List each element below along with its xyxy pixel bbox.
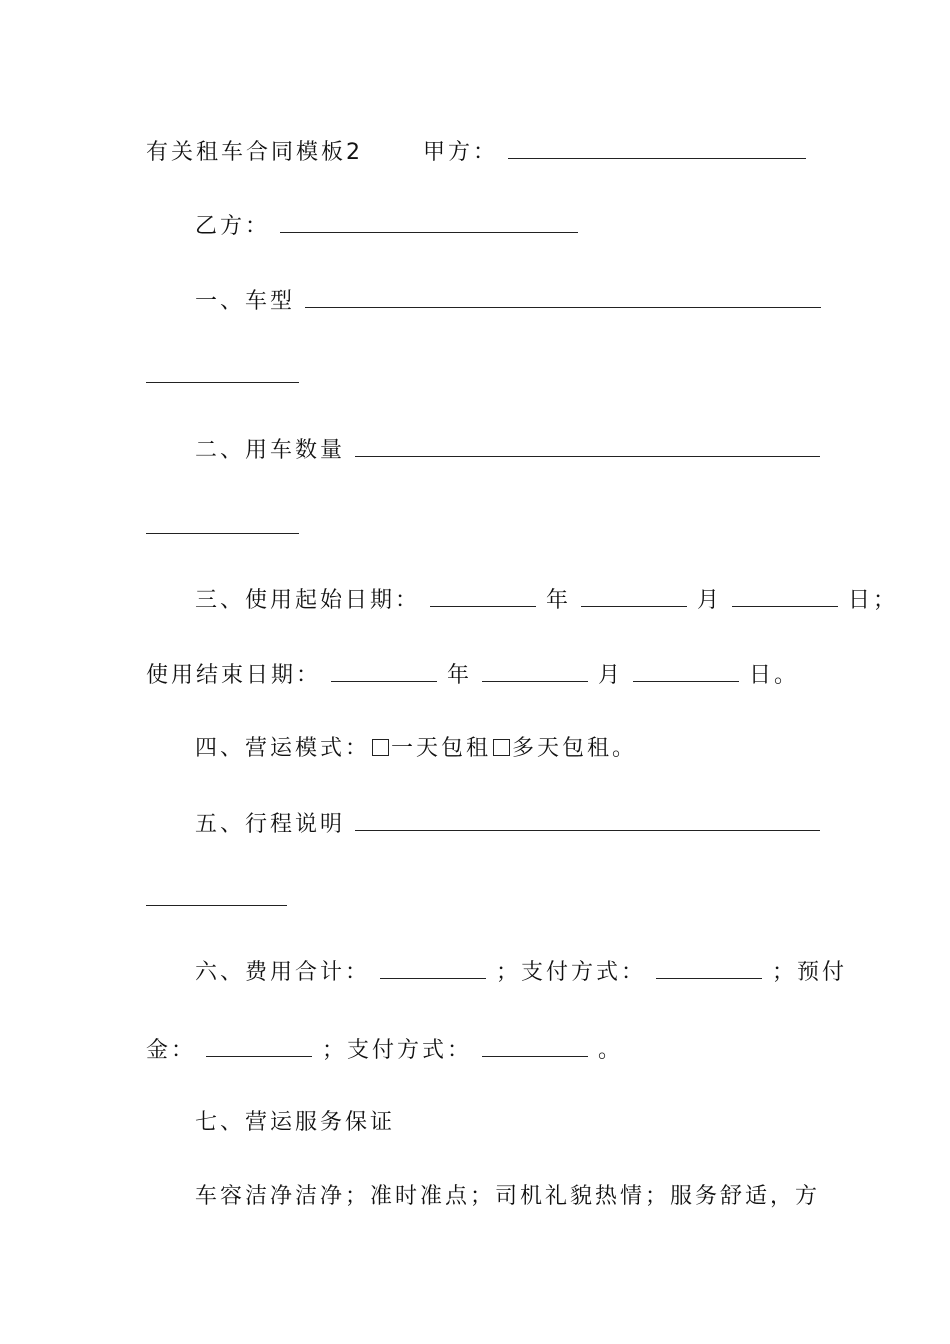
section-4-label: 四、营运模式： — [195, 736, 371, 761]
checkbox-one-day[interactable] — [372, 739, 389, 756]
end-month-blank — [482, 661, 588, 682]
end-date-label: 使用结束日期： — [146, 663, 322, 688]
section-6 — [195, 958, 847, 987]
end-year-label: 年 — [447, 663, 473, 688]
total-fee-blank — [380, 958, 486, 979]
section-6-cont — [146, 1036, 623, 1065]
end-day-blank — [633, 661, 739, 682]
section-6-end: 。 — [598, 1038, 624, 1063]
section-2-label: 二、用车数量 — [195, 438, 346, 463]
section-4 — [195, 735, 637, 763]
party-b-blank — [280, 212, 578, 233]
start-year-blank — [430, 586, 536, 607]
start-month-blank — [581, 586, 687, 607]
section-7-body — [195, 1183, 820, 1211]
section-7-title — [195, 1109, 395, 1137]
section-5-label: 五、行程说明 — [195, 812, 346, 837]
section-2-blank-cont — [146, 533, 299, 534]
party-b-label: 乙方： — [195, 214, 271, 239]
end-month-label: 月 — [598, 663, 624, 688]
section-3-label: 三、使用起始日期： — [195, 588, 421, 613]
document-title: 有关租车合同模板2 — [146, 140, 363, 165]
section-7-label: 七、营运服务保证 — [195, 1110, 396, 1135]
year-label: 年 — [546, 588, 572, 613]
end-day-label: 日。 — [749, 663, 800, 688]
section-1-blank — [305, 287, 821, 308]
section-2-blank — [355, 436, 820, 457]
deposit-label-end: 金： — [146, 1038, 197, 1063]
section-7-text: 车容洁净洁净；准时准点；司机礼貌热情；服务舒适，方 — [195, 1184, 821, 1209]
section-2 — [195, 436, 820, 465]
start-day-blank — [732, 586, 838, 607]
section-6-label: 六、费用合计： — [195, 960, 371, 985]
payment-method-label: ；支付方式： — [496, 960, 647, 985]
section-1-blank-cont — [146, 382, 299, 383]
end-year-blank — [331, 661, 437, 682]
section-5-blank-cont — [146, 905, 287, 906]
payment-method-blank — [656, 958, 762, 979]
party-a-label: 甲方： — [423, 140, 499, 165]
month-label: 月 — [697, 588, 723, 613]
party-b-line — [195, 212, 578, 241]
deposit-label-start: ；预付 — [772, 960, 848, 985]
day-label: 日； — [848, 588, 899, 613]
deposit-payment-blank — [482, 1036, 588, 1057]
section-5 — [195, 810, 820, 839]
party-a-blank — [508, 138, 806, 159]
section-5-blank — [355, 810, 820, 831]
title-line — [146, 138, 806, 167]
option-one-day: 一天包租 — [391, 736, 492, 761]
checkbox-multi-day[interactable] — [493, 739, 510, 756]
deposit-blank — [206, 1036, 312, 1057]
deposit-payment-label: ；支付方式： — [322, 1038, 473, 1063]
option-multi-day: 多天包租。 — [512, 736, 638, 761]
section-3-end — [146, 661, 799, 690]
section-1 — [195, 287, 821, 316]
section-1-label: 一、车型 — [195, 289, 296, 314]
section-3-start — [195, 586, 898, 615]
